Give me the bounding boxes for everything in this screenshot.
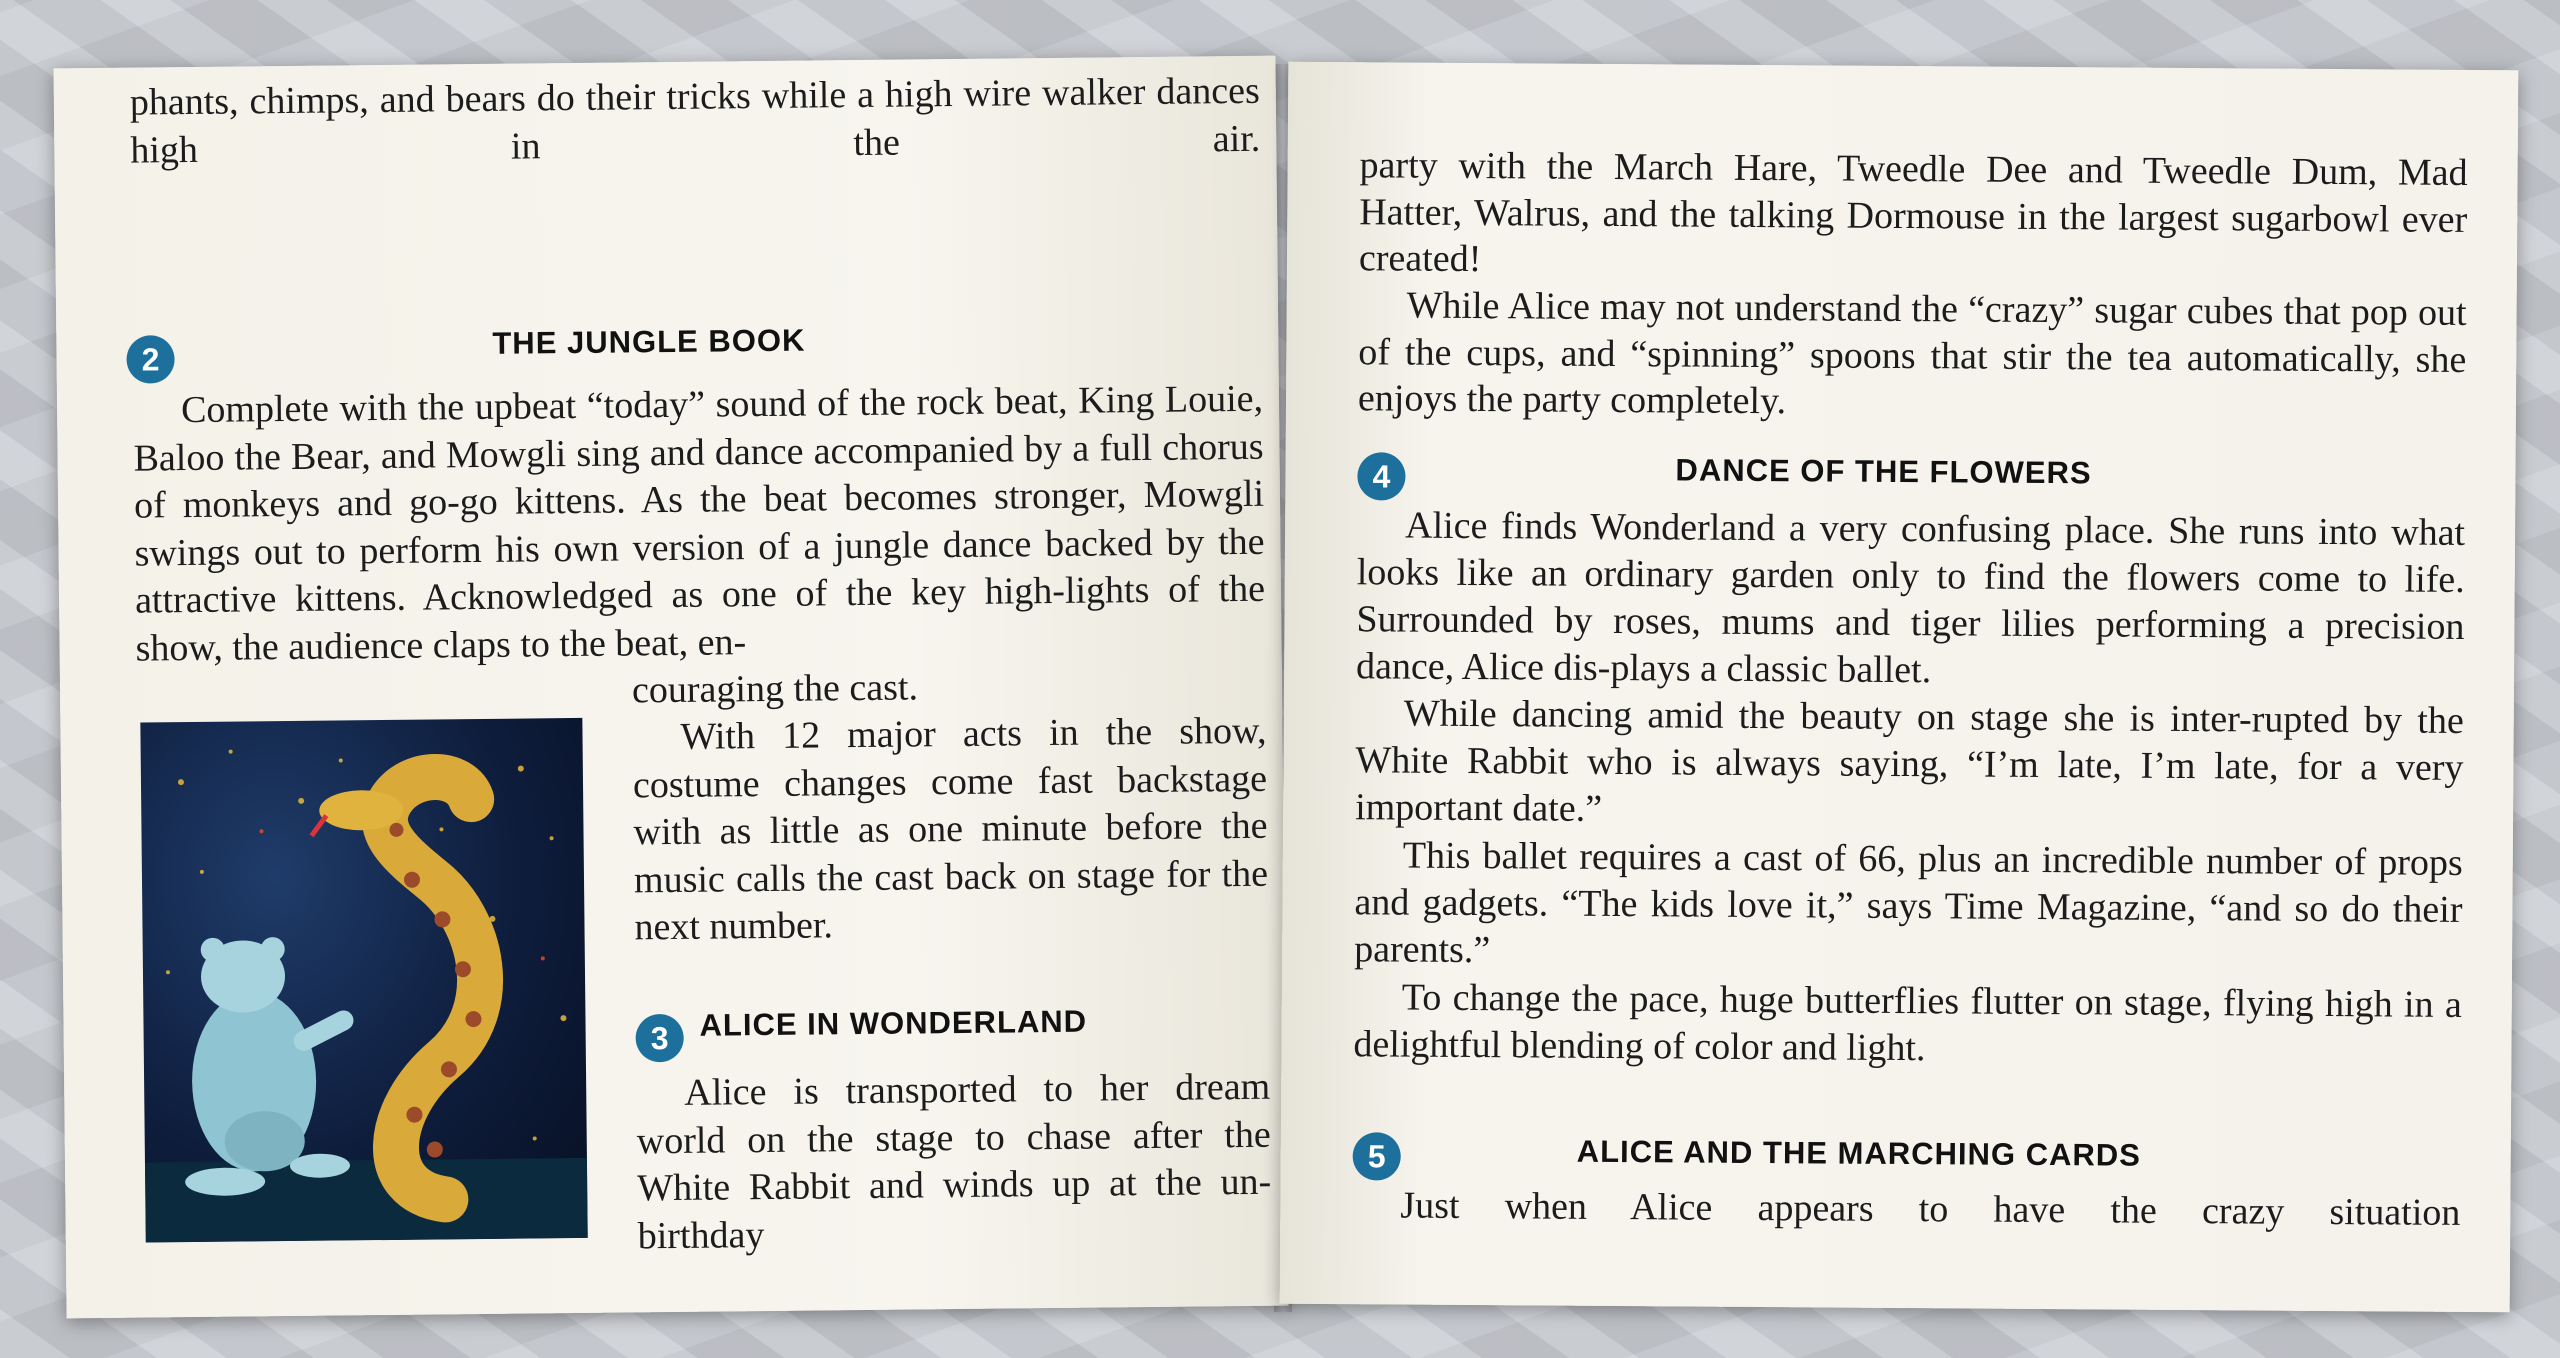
right-page [1280,62,2519,1313]
section-3-paragraph-1: Alice is transported to her dream world on the stage to chase after the White Rabbit and winds up at the un-birthday [636,1065,1272,1257]
baloo-and-kaa-illustration [140,718,587,1243]
illustration-icon [140,718,587,1243]
section-2-paragraph-1: Complete with the upbeat “today” sound of the rock beat, King Louie, Baloo the Bear, and Mowgli sing and dance accompanied by a full chorus of monkeys and go-go kittens. As the beat becomes stronger, Mowgli swings out to perform his own version of a jungle dance backed by the attractive kittens. Acknowledged as one of the key high-lights of the show, the audience claps to the beat, en- [133,377,1266,670]
section-4-paragraph-2: While dancing amid the beauty on stage she is inter-rupted by the White Rabbit who is always saying, “I’m late, I’m late, for a very important date.” [1355,692,2464,830]
section-2-paragraph-1-end: couraging the cast. [631,666,919,712]
section-4-paragraph-4: To change the pace, huge butterflies flutter on stage, flying high in a delightful blending of color and light. [1353,976,2462,1070]
section-4-paragraph-3: This ballet requires a cast of 66, plus an incredible number of props and gadgets. “The kids love it,” says Time Magazine, “and so do their parents.” [1354,834,2463,972]
section-4-paragraph-1: Alice finds Wonderland a very confusing place. She runs into what looks like an ordinary garden only to find the flowers come to life. Surrounded by roses, mums and tiger lilies performing a precision dance, Alice dis-plays a classic ballet. [1355,504,2466,692]
section-3-badge: 3 [635,1014,684,1063]
left-page [53,56,1288,1319]
section-2-badge: 2 [126,335,175,384]
section-2-heading: THE JUNGLE BOOK [492,322,806,361]
section-5-heading: ALICE AND THE MARCHING CARDS [1576,1133,2142,1173]
section-4-heading: DANCE OF THE FLOWERS [1675,452,2092,491]
intro-paragraph: phants, chimps, and bears do their tricks while a high wire walker dances high in the air. [129,69,1261,172]
section-3-heading: ALICE IN WONDERLAND [699,1003,1088,1043]
section-2-paragraph-2: With 12 major acts in the show, costume changes come fast backstage with as little as one minute before the music calls the cast back on stage for the next number. [632,709,1269,949]
section-5-badge: 5 [1353,1132,1401,1180]
section-5-paragraph-1: Just when Alice appears to have the crazy situation [1400,1184,2461,1234]
section-4-badge: 4 [1357,452,1405,500]
section-3-paragraph-2: While Alice may not understand the “crazy” sugar cubes that pop out of the cups, and “spinning” spoons that stir the tea automatically, she enjoys the party completely. [1357,284,2467,423]
section-3-continued-paragraph: party with the March Hare, Tweedle Dee and Tweedle Dum, Mad Hatter, Walrus, and the talking Dormouse in the largest sugarbowl ever created! [1358,144,2468,281]
